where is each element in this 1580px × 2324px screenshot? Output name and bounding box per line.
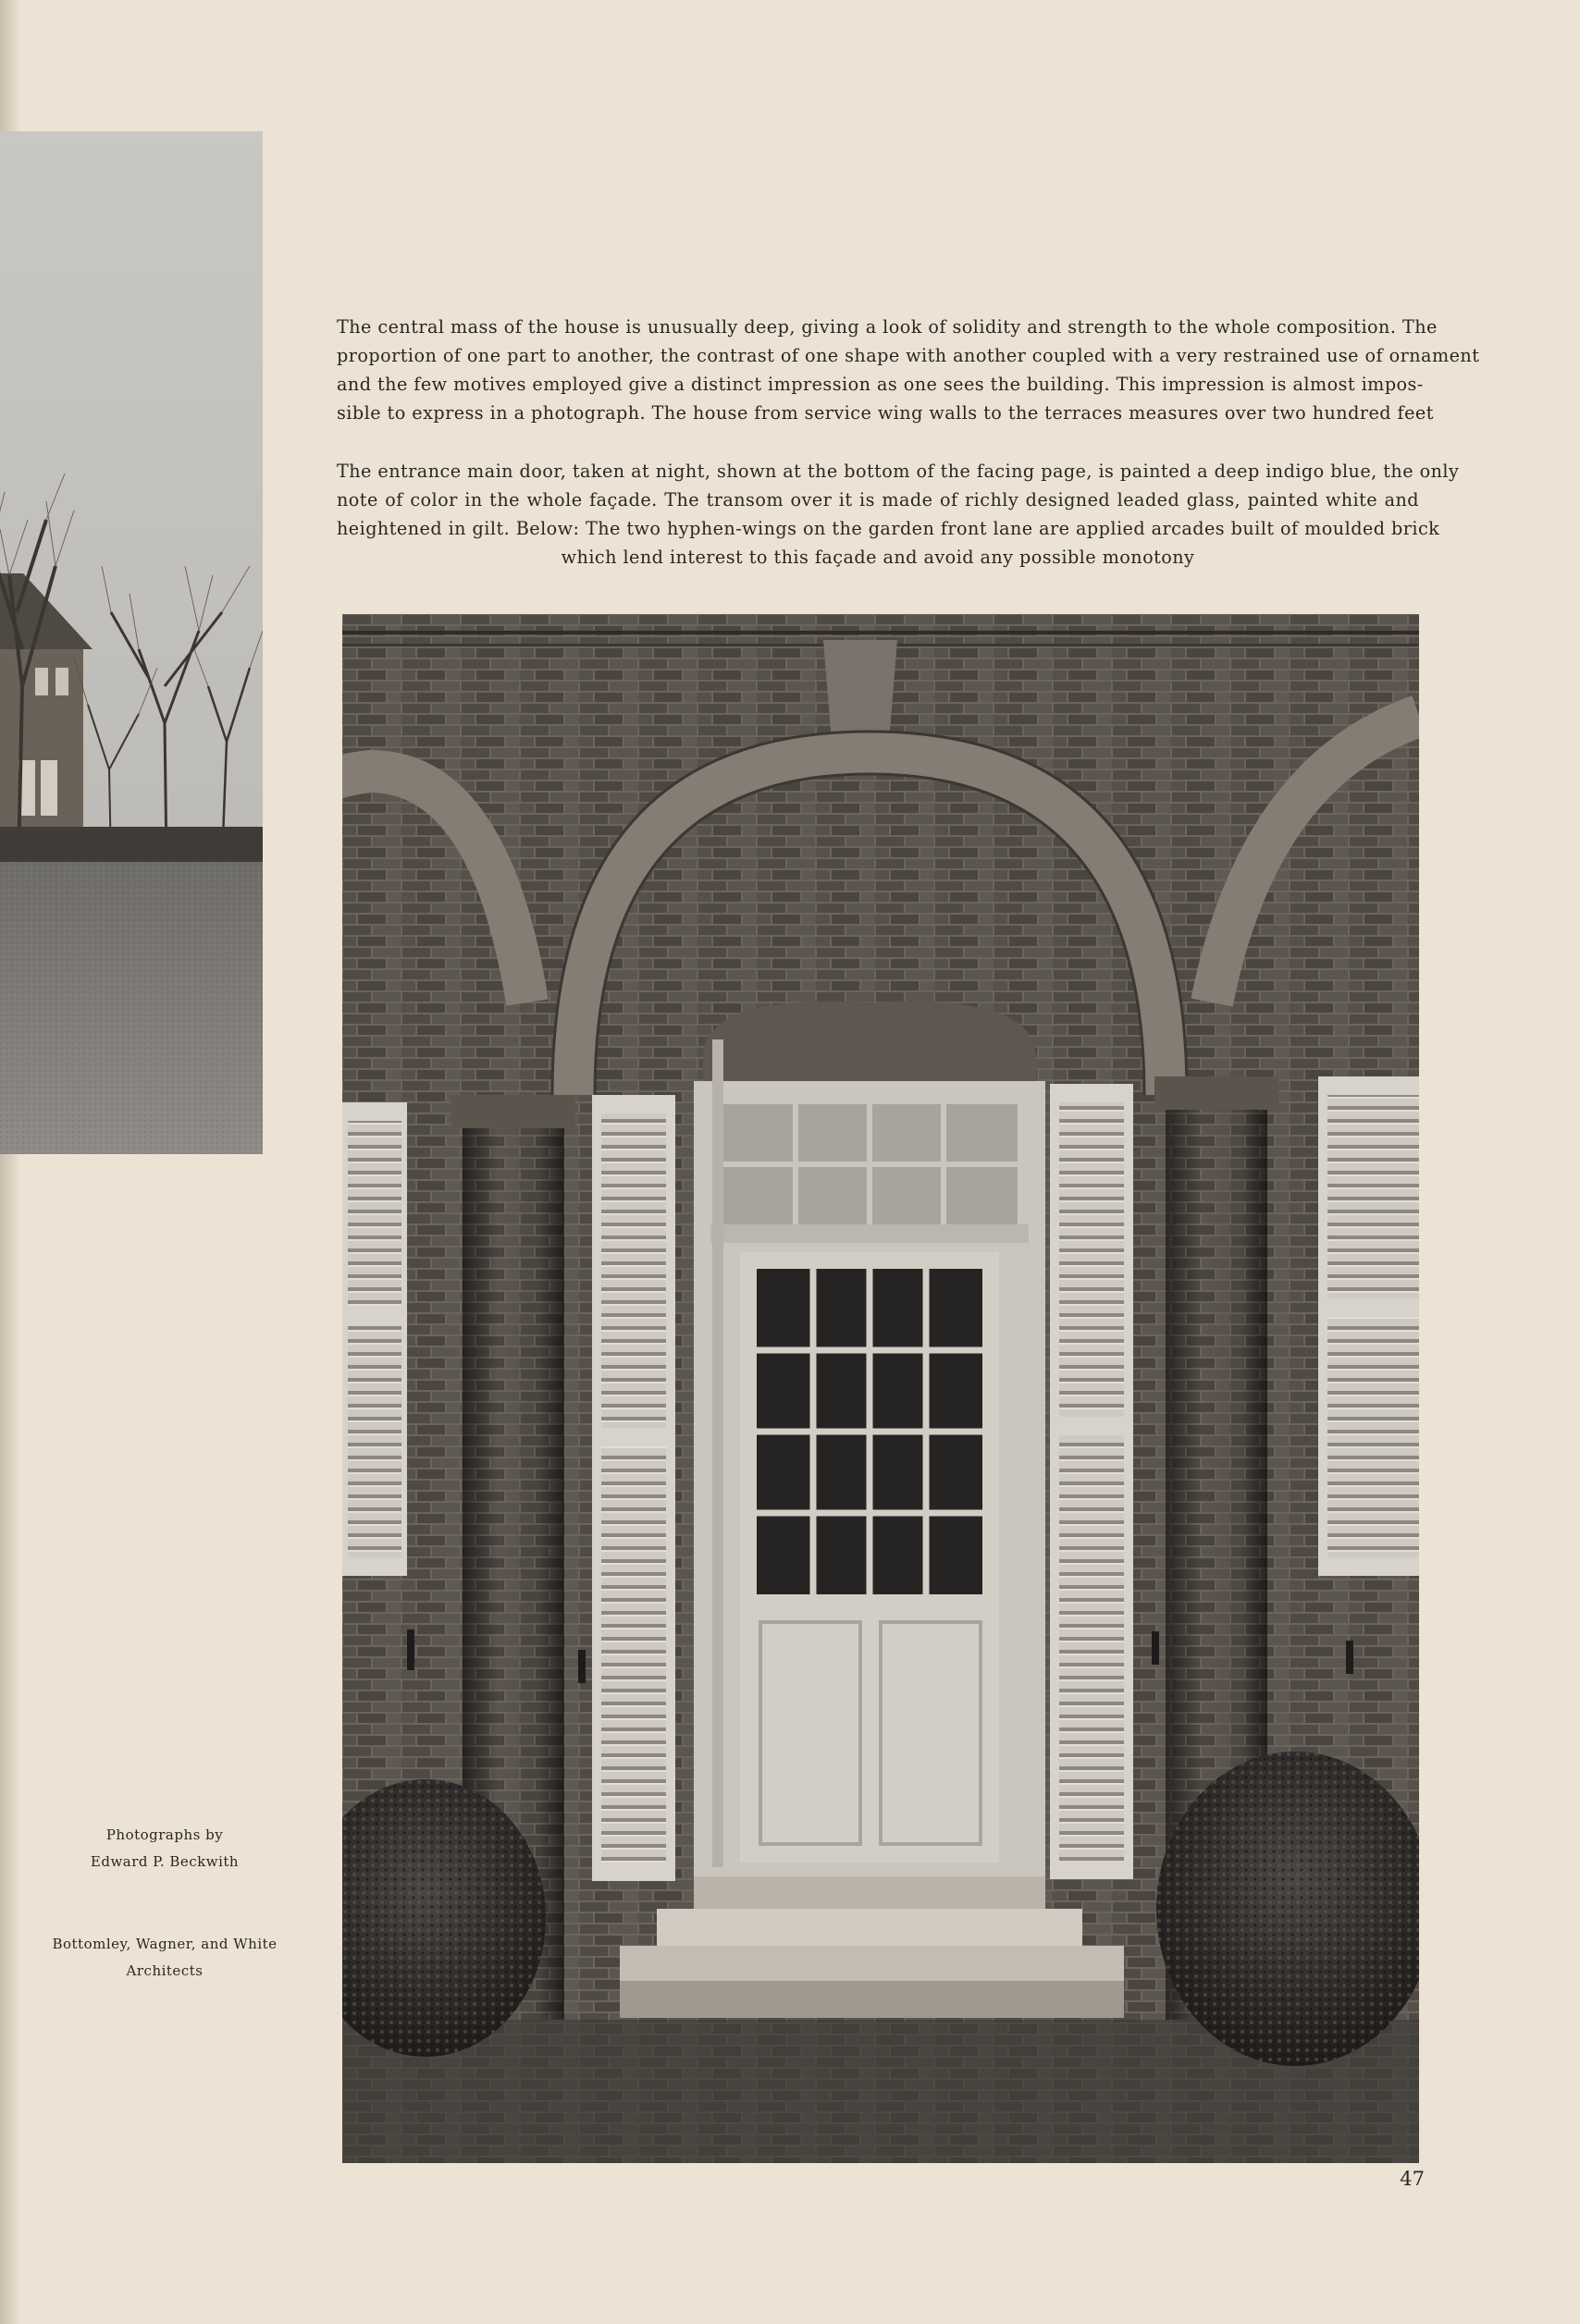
text-line: proportion of one part to another, the contrast of one shape with another coupled with a very restrained use of ornament xyxy=(337,345,1480,366)
photo-credit-line: Photographs by xyxy=(105,1826,224,1843)
page-number: 47 xyxy=(1400,2168,1425,2190)
text-line: The entrance main door, taken at night, shown at the bottom of the facing page, is painted a deep indigo blue, the only xyxy=(337,461,1460,482)
architect-credit xyxy=(37,1931,292,1985)
text-line: sible to express in a photograph. The house from service wing walls to the terraces measures over two hundred feet xyxy=(337,402,1434,424)
photo-credit xyxy=(37,1822,292,1875)
text-line: and the few motives employed give a distinct impression as one sees the building. This impression is almost impos- xyxy=(337,374,1424,395)
caption-paragraph-2 xyxy=(337,457,1460,572)
arcade-door-photo xyxy=(342,614,1419,2163)
architect-firm: Bottomley, Wagner, and White xyxy=(52,1936,278,1952)
text-line: heightened in gilt. Below: The two hyphen-wings on the garden front lane are applied arcades built of moulded brick xyxy=(337,518,1440,539)
text-line: which lend interest to this façade and avoid any possible monotony xyxy=(561,547,1195,568)
text-line: note of color in the whole façade. The transom over it is made of richly designed leaded glass, painted white and xyxy=(337,489,1419,510)
text-line: The central mass of the house is unusually deep, giving a look of solidity and strength to the whole composition. The xyxy=(337,316,1438,338)
photographer-name: Edward P. Beckwith xyxy=(90,1853,240,1870)
left-house-photo xyxy=(0,131,263,1154)
architect-label: Architects xyxy=(126,1962,204,1979)
caption-paragraph-1 xyxy=(337,313,1480,427)
